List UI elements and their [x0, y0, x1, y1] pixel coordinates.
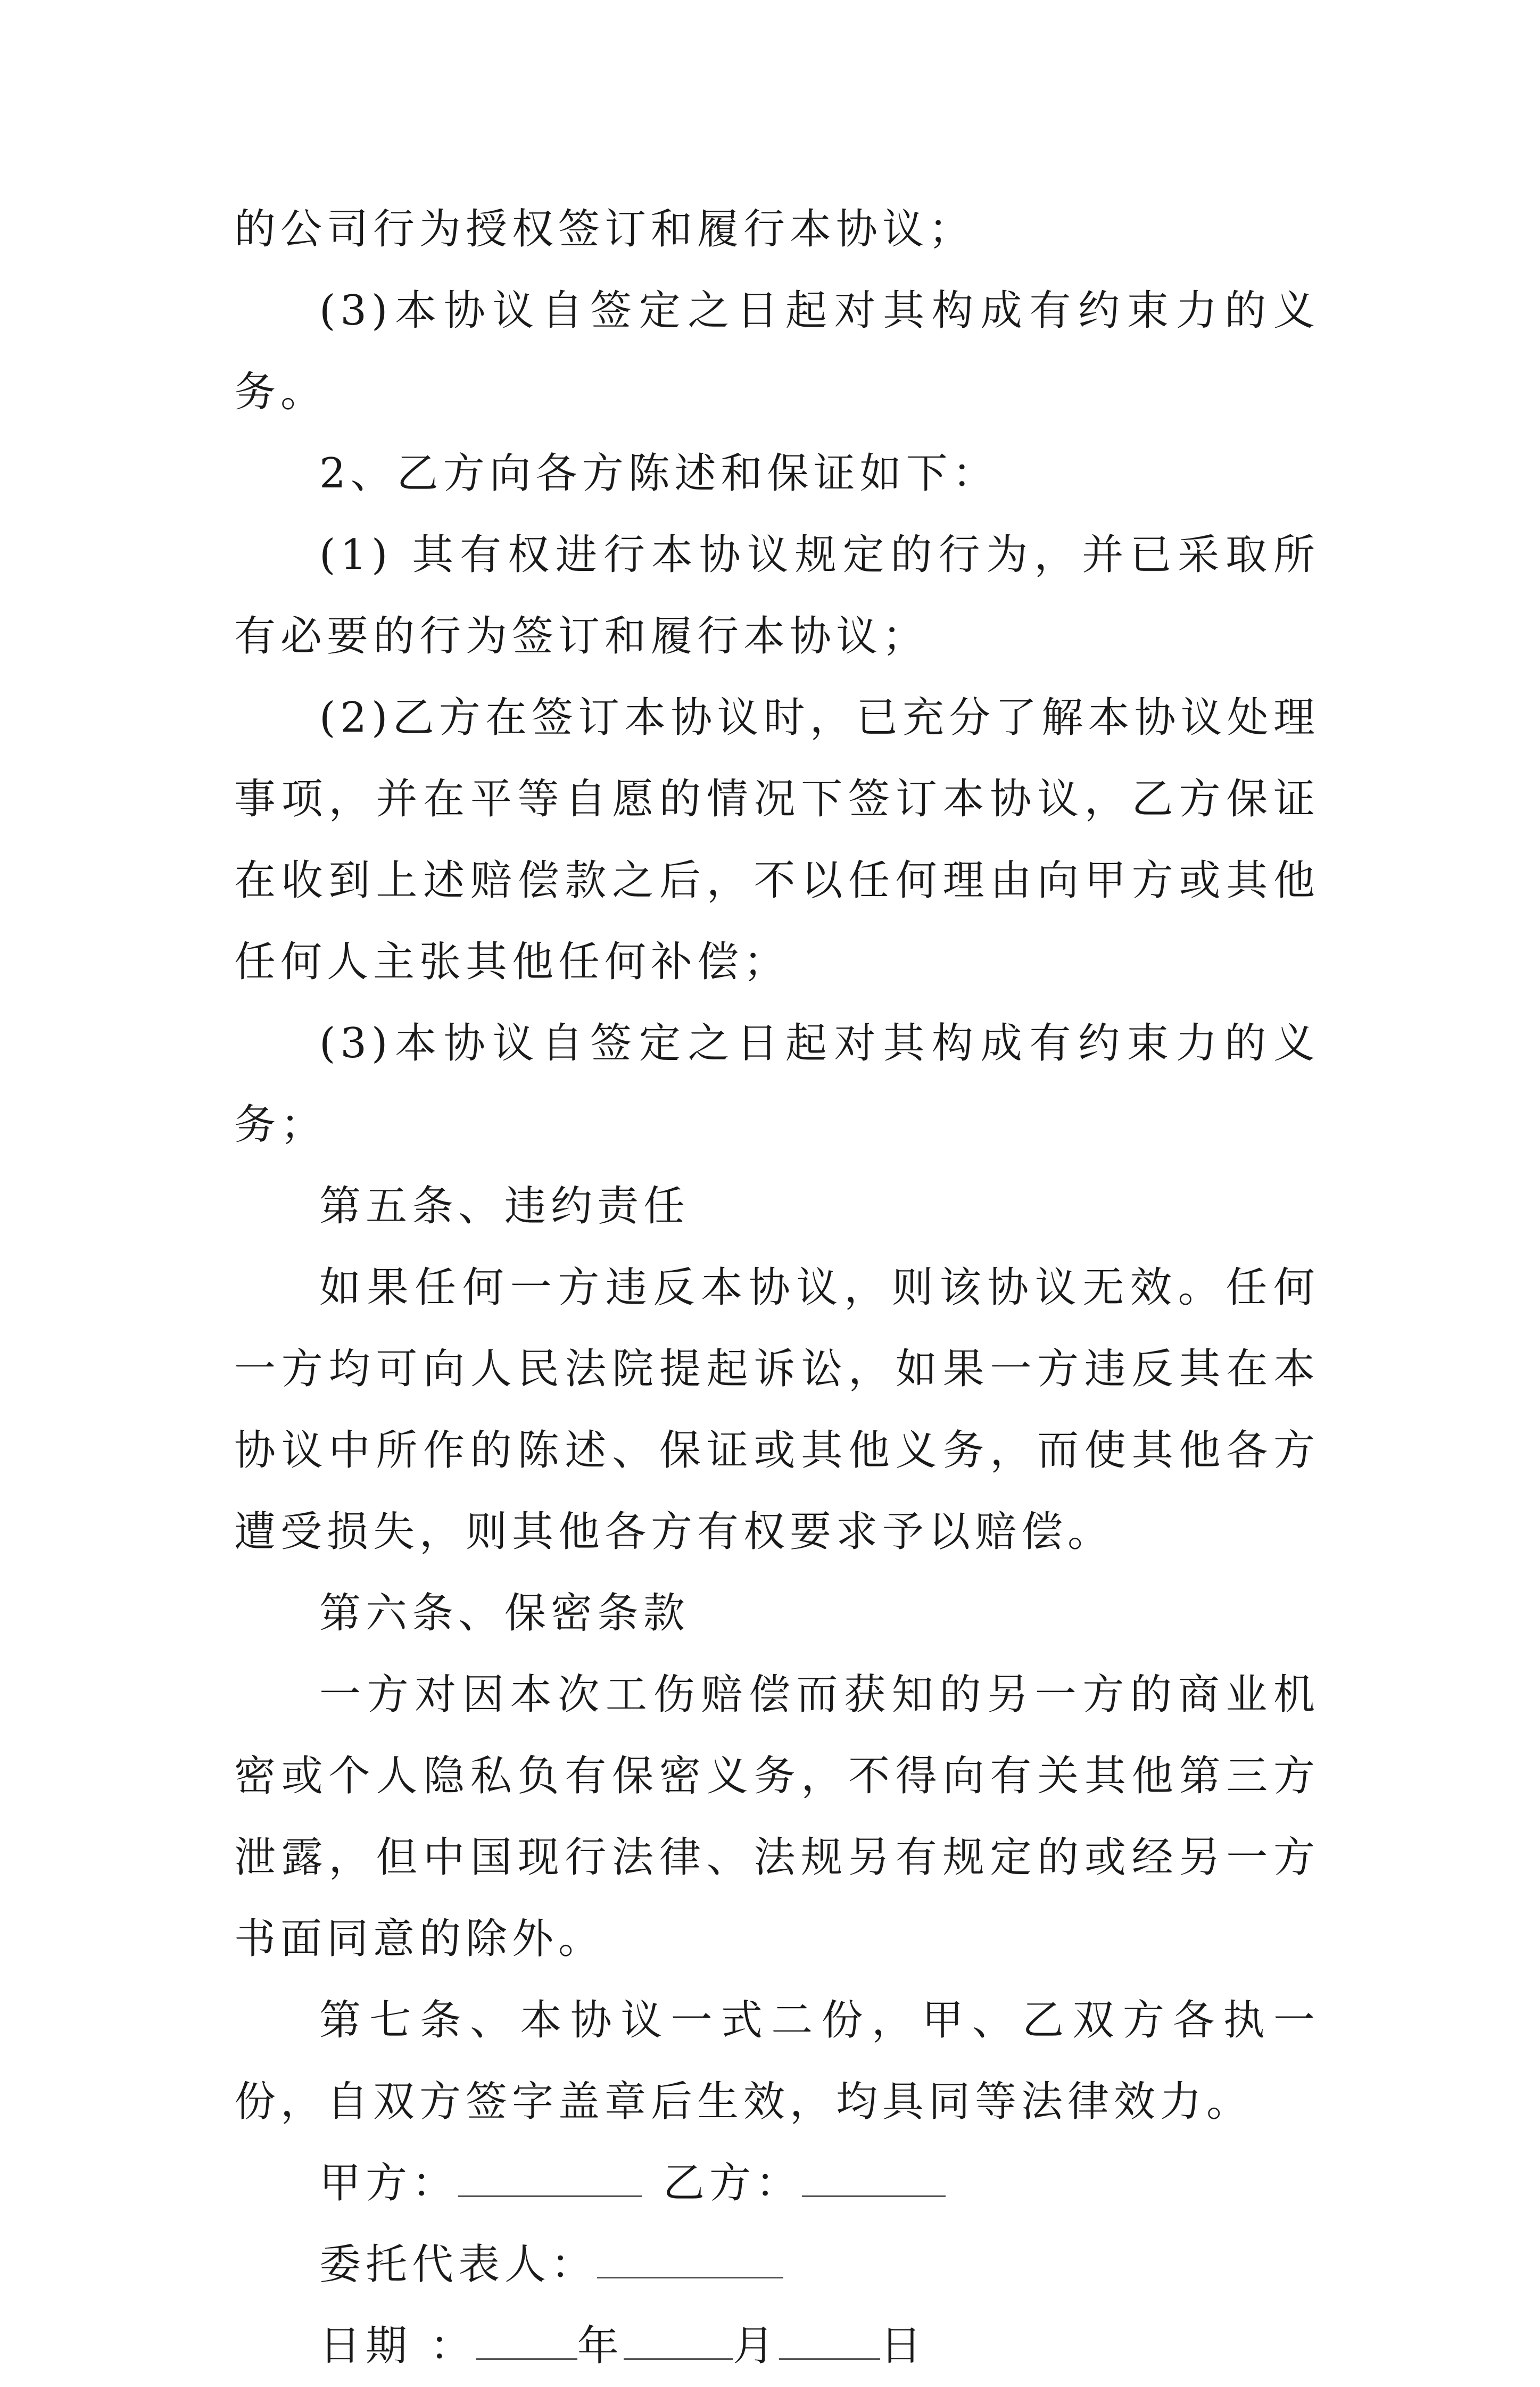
agent-blank[interactable] [597, 2235, 783, 2278]
year-blank[interactable] [476, 2317, 577, 2360]
month-label: 月 [732, 2322, 779, 2370]
day-label: 日 [880, 2322, 926, 2370]
agent-label: 委托代表人： [319, 2241, 598, 2289]
party-b-blank[interactable] [802, 2154, 946, 2197]
month-blank[interactable] [624, 2317, 733, 2360]
section-heading: 第五条、违约责任 [319, 1182, 690, 1230]
party-a-blank[interactable] [458, 2154, 642, 2197]
signature-date-line [234, 2306, 1320, 2387]
paragraph: (3)本协议自签定之日起对其构成有约束力的义务； [234, 1020, 1320, 1149]
year-label: 年 [577, 2322, 624, 2370]
paragraph: (1) 其有权进行本协议规定的行为，并已采取所有必要的行为签订和履行本协议； [234, 531, 1320, 660]
paragraph: 如果任何一方违反本协议，则该协议无效。任何一方均可向人民法院提起诉讼，如果一方违反其在本协议中所作的陈述、保证或其他义务，而使其他各方遭受损失，则其他各方有权要求予以赔偿。 [234, 1264, 1320, 1556]
paragraph: 2、乙方向各方陈述和保证如下： [319, 450, 999, 498]
section-heading: 第六条、保密条款 [319, 1589, 690, 1637]
paragraph: (3)本协议自签定之日起对其构成有约束力的义务。 [234, 287, 1320, 416]
day-blank[interactable] [779, 2317, 880, 2360]
paragraph: (2)乙方在签订本协议时，已充分了解本协议处理事项，并在平等自愿的情况下签订本协议，乙方保证在收到上述赔偿款之后，不以任何理由向甲方或其他任何人主张其他任何补偿； [234, 694, 1320, 986]
paragraph: 的公司行为授权签订和履行本协议； [234, 205, 975, 253]
signature-parties-line [234, 2143, 1320, 2224]
date-label: 日期 ： [319, 2322, 476, 2370]
party-a-label: 甲方： [319, 2159, 459, 2207]
paragraph: 第七条、本协议一式二份，甲、乙双方各执一份，自双方签字盖章后生效，均具同等法律效力。 [234, 1996, 1320, 2126]
signature-agent-line [234, 2224, 1320, 2306]
document-body [234, 189, 1320, 2387]
party-b-label: 乙方： [663, 2159, 802, 2207]
paragraph: 一方对因本次工伤赔偿而获知的另一方的商业机密或个人隐私负有保密义务，不得向有关其他第三方泄露，但中国现行法律、法规另有规定的或经另一方书面同意的除外。 [234, 1671, 1320, 1963]
